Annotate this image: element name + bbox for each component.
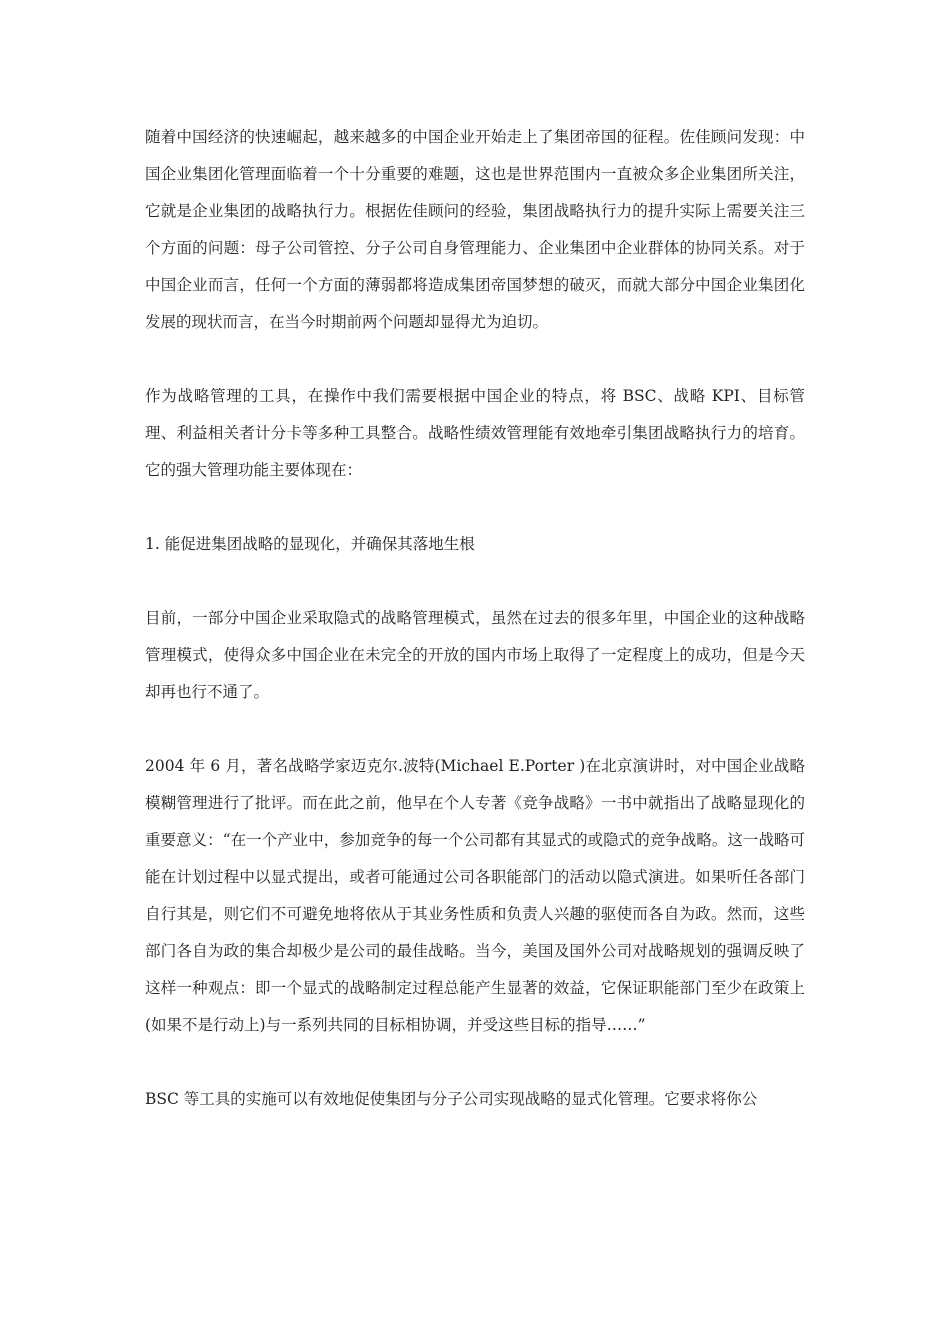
paragraph-bsc-implementation: BSC 等工具的实施可以有效地促使集团与分子公司实现战略的显式化管理。它要求将你公 [145,1090,758,1108]
paragraph-implicit-strategy: 目前，一部分中国企业采取隐式的战略管理模式，虽然在过去的很多年里，中国企业的这种战略管理模式，使得众多中国企业在未完全的开放的国内市场上取得了一定程度上的成功，但是今天却再也行不通了。 [145,609,805,701]
section-heading-1: 1. 能促进集团战略的显现化，并确保其落地生根 [145,535,475,553]
document-body [145,119,805,1118]
paragraph-strategy-tools: 作为战略管理的工具，在操作中我们需要根据中国企业的特点，将 BSC、战略 KPI、目标管理、利益相关者计分卡等多种工具整合。战略性绩效管理能有效地牵引集团战略执行力的培育。它的强大管理功能主要体现在： [145,387,805,479]
paragraph-porter-quote: 2004 年 6 月，著名战略学家迈克尔.波特(Michael E.Porter )在北京演讲时，对中国企业战略模糊管理进行了批评。而在此之前，他早在个人专著《竞争战略》一书中就指出了战略显现化的重要意义：“在一个产业中，参加竞争的每一个公司都有其显式的或隐式的竞争战略。这一战略可能在计划过程中以显式提出，或者可能通过公司各职能部门的活动以隐式演进。如果听任各部门自行其是，则它们不可避免地将依从于其业务性质和负责人兴趣的驱使而各自为政。然而，这些部门各自为政的集合却极少是公司的最佳战略。当今，美国及国外公司对战略规划的强调反映了这样一种观点：即一个显式的战略制定过程总能产生显著的效益，它保证职能部门至少在政策上(如果不是行动上)与一系列共同的目标相协调，并受这些目标的指导……” [145,757,805,1034]
paragraph-intro: 随着中国经济的快速崛起，越来越多的中国企业开始走上了集团帝国的征程。佐佳顾问发现：中国企业集团化管理面临着一个十分重要的难题，这也是世界范围内一直被众多企业集团所关注，它就是企业集团的战略执行力。根据佐佳顾问的经验，集团战略执行力的提升实际上需要关注三个方面的问题：母子公司管控、分子公司自身管理能力、企业集团中企业群体的协同关系。对于中国企业而言，任何一个方面的薄弱都将造成集团帝国梦想的破灭，而就大部分中国企业集团化发展的现状而言，在当今时期前两个问题却显得尤为迫切。 [145,128,805,331]
